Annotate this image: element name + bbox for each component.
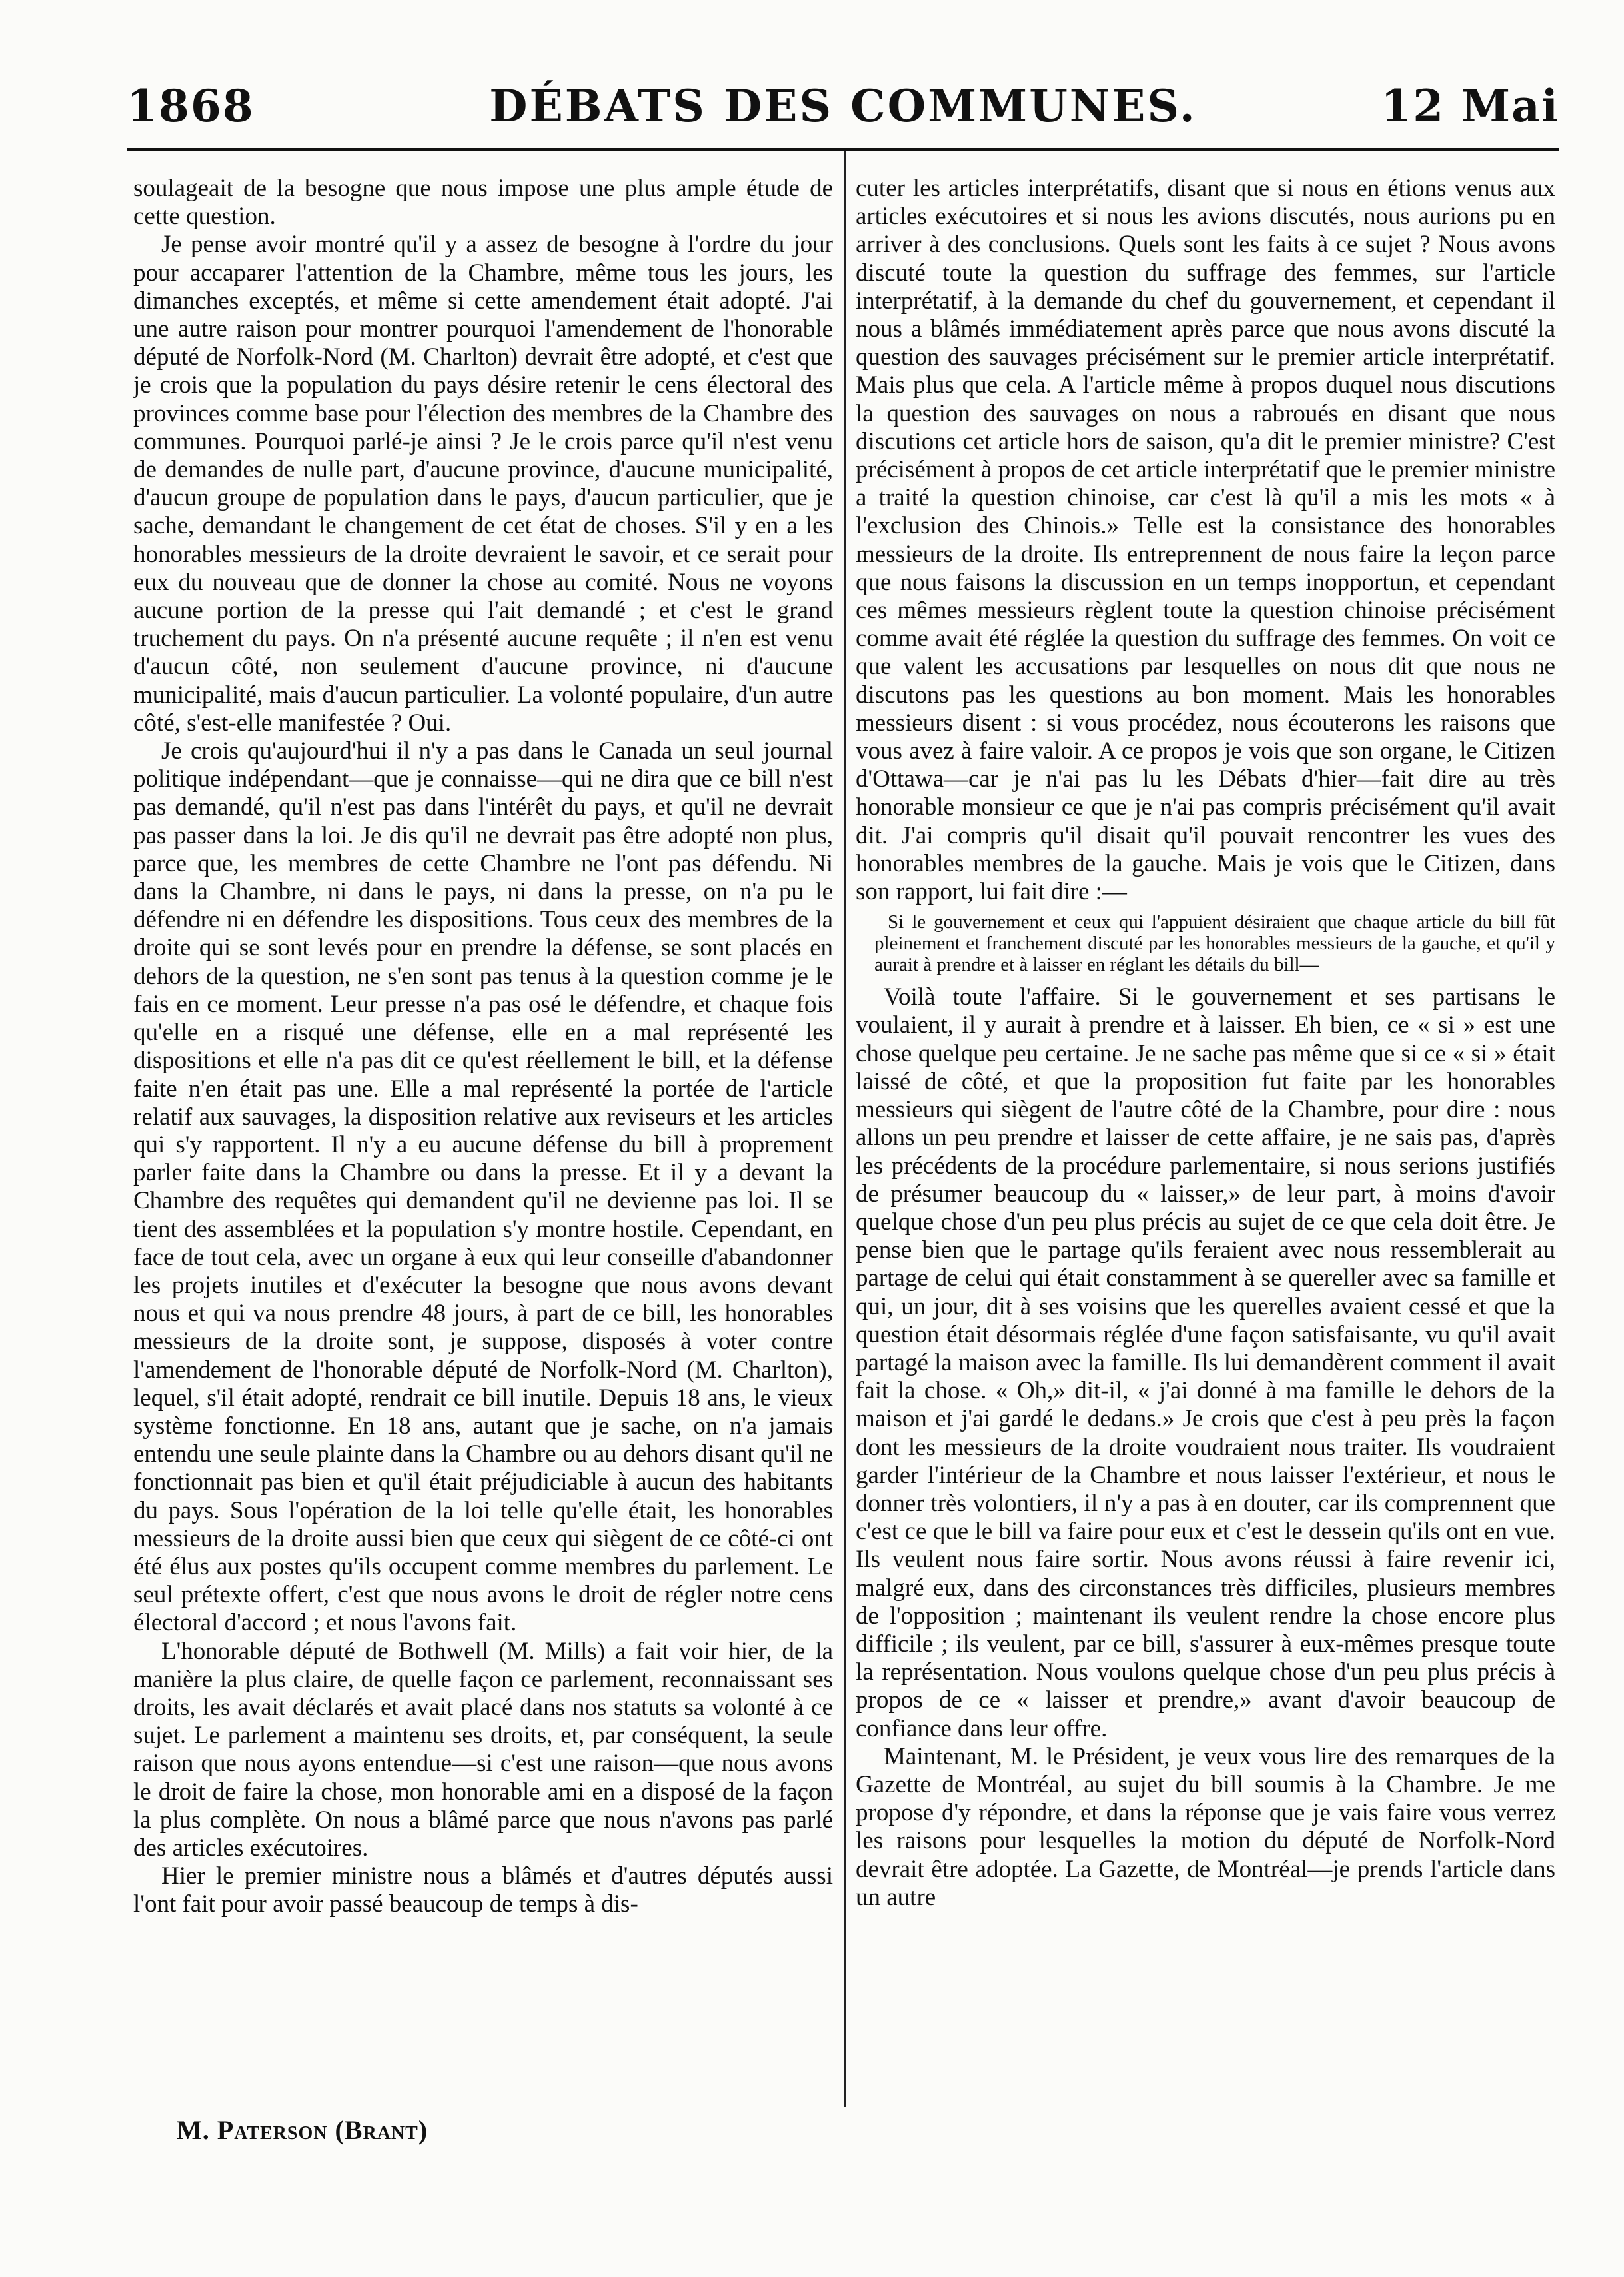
right-paragraph-2: Voilà toute l'affaire. Si le gouvernement et ses partisans le voulaient, il y aurait à prendre et à laisser. Eh bien, ce « si » est une chose quelque peu certaine. Je ne sache pas même que si ce « si » était laissé de côté, et que la proposition fut faite par les honorables messieurs qui siègent de l'autre côté de la Chambre, pour dire : nous allons un peu prendre et laisser de cette affaire, je ne sais pas, d'après les précédents de la procédure parlementaire, si nous serions justifiés de présumer beaucoup du « laisser,» de leur part, à moins d'avoir quelque chose d'un peu plus précis au sujet de ce que cela doit être. Je pense bien que le partage qu'ils feraient avec nous ressemblerait au partage de celui qui était constamment à se quereller avec sa famille et qui, un jour, dit à ses voisins que les querelles avaient cessé et que la question était désormais réglée d'une façon satisfaisante, vu qu'il avait partagé la maison avec la famille. Ils lui demandèrent comment il avait fait la chose. « Oh,» dit-il, « j'ai donné à ma famille le dehors de la maison et j'ai gardé le dedans.» Je crois que c'est à peu près la façon dont les messieurs de la droite voudraient nous traiter. Ils voudraient garder l'intérieur de la Chambre et nous laisser l'extérieur, et nous le donner très volontiers, il n'y a pas à en douter, car ils comprennent que c'est ce que le bill va faire pour eux et c'est le dessein qu'ils ont en vue. Ils veulent nous faire sortir. Nous avons réussi à faire revenir ici, malgré eux, dans des circonstances très difficiles, plusieurs membres de l'opposition ; maintenant ils veulent rendre la chose encore plus difficile ; ils veulent, par ce bill, s'assurer à eux-mêmes presque toute la représentation. Nous voulons quelque chose d'un peu plus précis à propos de ce « laisser et prendre,» avant d'avoir beaucoup de confiance dans leur offre. xyxy=(856,983,1555,1742)
page-header xyxy=(127,80,1559,140)
left-paragraph-1: soulageait de la besogne que nous impose une plus ample étude de cette question. xyxy=(133,175,833,231)
left-paragraph-4: L'honorable député de Bothwell (M. Mills) a fait voir hier, de la manière la plus claire, de quelle façon ce parlement, reconnaissant ses droits, les avait déclarés et avait placé dans nos statuts sa volonté à ce sujet. Le parlement a maintenu ses droits, et, par conséquent, la seule raison que nous ayons entendue—si c'est une raison—que nous avons le droit de faire la chose, mon honorable ami en a disposé de la façon la plus complète. On nous a blâmé parce que nous n'avons pas parlé des articles exécutoires. xyxy=(133,1637,833,1862)
right-paragraph-1: cuter les articles interprétatifs, disant que si nous en étions venus aux articles exécutoires et si nous les avions discutés, nous aurions pu en arriver à des conclusions. Quels sont les faits à ce sujet ? Nous avons discuté toute la question du suffrage des femmes, sur l'article interprétatif, à la demande du chef du gouvernement, et cependant il nous a blâmés immédiatement après parce que nous avons discuté la question des sauvages précisément sur le premier article interprétatif. Mais plus que cela. A l'article même à propos duquel nous discutions la question des sauvages on nous a rabroués en disant que nous discutions cet article hors de saison, qu'a dit le premier ministre? C'est précisément à propos de cet article interprétatif que le premier ministre a traité la question chinoise, car c'est là qu'il a mis les mots « à l'exclusion des Chinois.» Telle est la consistance des honorables messieurs de la droite. Ils entreprennent de nous faire la leçon parce que nous faisons la discussion en un temps inopportun, et cependant ces mêmes messieurs règlent toute la question chinoise précisément comme avait été réglée la question du suffrage des femmes. On voit ce que valent les accusations par lesquelles on nous dit que nous ne discutons pas les questions au bon moment. Mais les honorables messieurs disent : si vous procédez, nous écouterons les raisons que vous avez à faire valoir. A ce propos je vois que son organe, le Citizen d'Ottawa—car je n'ai pas lu les Débats d'hier—fait dire au très honorable monsieur ce que je n'ai pas compris précisément qu'il avait dit. J'ai compris qu'il disait qu'il pouvait rencontrer les vues des honorables membres de la gauche. Mais je vois que le Citizen, dans son rapport, lui fait dire :— xyxy=(856,175,1555,906)
right-paragraph-3: Maintenant, M. le Président, je veux vous lire des remarques de la Gazette de Montréal, au sujet du bill soumis à la Chambre. Je me propose d'y répondre, et dans la réponse que je vais faire vous verrez les raisons pour lesquelles la motion du député de Norfolk-Nord devrait être adoptée. La Gazette, de Montréal—je prends l'article dans un autre xyxy=(856,1742,1555,1911)
left-column xyxy=(133,175,833,2108)
header-date: 12 Mai xyxy=(1381,80,1559,132)
right-column xyxy=(856,175,1555,2108)
left-paragraph-5: Hier le premier ministre nous a blâmés et d'autres députés aussi l'ont fait pour avoir passé beaucoup de temps à dis- xyxy=(133,1862,833,1918)
left-paragraph-3: Je crois qu'aujourd'hui il n'y a pas dans le Canada un seul journal politique indépendant—que je connaisse—qui ne dira que ce bill n'est pas demandé, qu'il n'est pas dans l'intérêt du pays, et qu'il ne devrait pas passer dans la loi. Je dis qu'il ne devrait pas être adopté non plus, parce que, les membres de cette Chambre ne l'ont pas défendu. Ni dans la Chambre, ni dans le pays, ni dans la presse, on n'a pu le défendre ni en défendre les dispositions. Tous ceux des membres de la droite qui se sont levés pour en prendre la défense, se sont placés en dehors de la question, ne s'en sont pas tenus à la question comme je le fais en ce moment. Leur presse n'a pas osé le défendre, et chaque fois qu'elle en a risqué une défense, elle en a mal représenté les dispositions et elle n'a pas dit ce qu'est réellement le bill, et la défense faite n'en était pas une. Elle a mal représenté la portée de l'article relatif aux sauvages, la disposition relative aux reviseurs et les articles qui s'y rapportent. Il n'y a eu aucune défense du bill à proprement parler faite dans la Chambre ou dans la presse. Et il y a devant la Chambre des requêtes qui demandent qu'il ne devienne pas loi. Il se tient des assemblées et la population s'y montre hostile. Cependant, en face de tout cela, avec un organe à eux qui leur conseille d'abandonner les projets inutiles et d'exécuter la besogne que nous avons devant nous et qui va nous prendre 48 jours, à part de ce bill, les honorables messieurs de la droite sont, je suppose, disposés à voter contre l'amendement de l'honorable député de Norfolk-Nord (M. Charlton), lequel, s'il était adopté, rendrait ce bill inutile. Depuis 18 ans, le vieux système fonctionne. En 18 ans, autant que je sache, on n'a jamais entendu une seule plainte dans la Chambre ou au dehors disant qu'il ne fonctionnait pas bien et qu'il était préjudiciable à aucun des habitants du pays. Sous l'opération de la loi telle qu'elle était, les honorables messieurs de la droite aussi bien que ceux qui siègent de ce côté-ci ont été élus aux postes qu'ils occupent comme membres du parlement. Le seul prétexte offert, c'est que nous avons le droit de régler notre cens électoral d'accord ; et nous l'avons fait. xyxy=(133,737,833,1637)
column-divider xyxy=(844,151,846,2107)
citizen-quote: Si le gouvernement et ceux qui l'appuient désiraient que chaque article du bill fût pleinement et franchement discuté par les honorables messieurs de la gauche, et qu'il y aurait à prendre et à laisser en réglant les détails du bill— xyxy=(874,911,1555,976)
header-title: DÉBATS DES COMMUNES. xyxy=(489,80,1197,132)
left-paragraph-2: Je pense avoir montré qu'il y a assez de besogne à l'ordre du jour pour accaparer l'attention de la Chambre, même tous les jours, les dimanches exceptés, et même si cette amendement était adopté. J'ai une autre raison pour montrer pourquoi l'amendement de l'honorable député de Norfolk-Nord (M. Charlton) devrait être adopté, et c'est que je crois que la population du pays désire retenir le cens électoral des provinces comme base pour l'élection des membres de la Chambre des communes. Pourquoi parlé-je ainsi ? Je le crois parce qu'il n'est venu de demandes de nulle part, d'aucune province, d'aucune municipalité, d'aucun groupe de population dans le pays, d'aucun particulier, que je sache, demandant le changement de cet état de choses. S'il y en a les honorables messieurs de la droite devraient le savoir, et ce serait pour eux du nouveau que de donner la chose au comité. Nous ne voyons aucune portion de la presse qui l'ait demandé ; et c'est le grand truchement du pays. On n'a présenté aucune requête ; il n'en est venu d'aucun côté, non seulement d'aucune province, ni d'aucune municipalité, mais d'aucun particulier. La volonté populaire, d'un autre côté, s'est-elle manifestée ? Oui. xyxy=(133,231,833,737)
header-rule xyxy=(127,148,1559,151)
speaker-footer: M. Paterson (Brant) xyxy=(177,2115,428,2145)
header-year: 1868 xyxy=(127,80,255,132)
